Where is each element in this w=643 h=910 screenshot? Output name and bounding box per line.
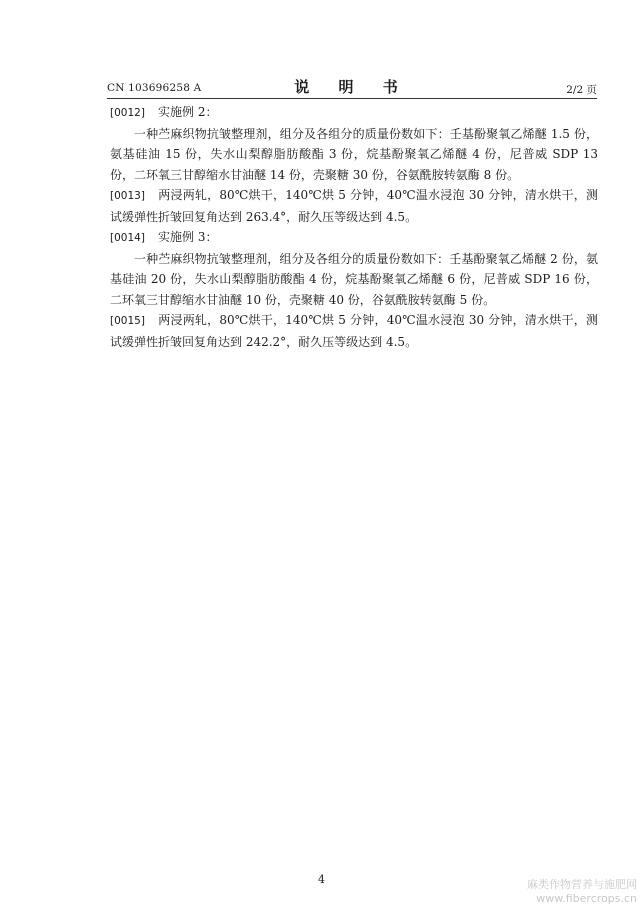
paragraph-text: 实施例 2： bbox=[158, 105, 218, 119]
document-title: 说 明 书 bbox=[294, 78, 410, 96]
paragraph-number: [0014] bbox=[110, 232, 145, 244]
paragraph-text: 一种苎麻织物抗皱整理剂，组分及各组分的质量份数如下：壬基酚聚氧乙烯醚 2 份，氨基硅油 20 份，失水山梨醇脂肪酸酯 4 份，烷基酚聚氧乙烯醚 6 份，尼普威 SDP 16 份，二环氧三甘醇缩水甘油醚 10 份，壳聚糖 40 份，谷氨酰胺转氨酶 5 份。 bbox=[110, 251, 598, 307]
paragraph-number: [0013] bbox=[110, 190, 145, 202]
watermark-line-1: 麻类作物营养与施肥网 bbox=[527, 878, 637, 891]
watermark bbox=[527, 878, 637, 906]
page-number: 4 bbox=[318, 873, 325, 886]
paragraph-text: 一种苎麻织物抗皱整理剂，组分及各组分的质量份数如下：壬基酚聚氧乙烯醚 1.5 份，氨基硅油 15 份，失水山梨醇脂肪酸酯 3 份，烷基酚聚氧乙烯醚 4 份，尼普威 SDP 13 份，二环氧三甘醇缩水甘油醚 14 份，壳聚糖 30 份，谷氨酰胺转氨酶 8 份。 bbox=[110, 126, 598, 182]
paragraph-example2-body bbox=[110, 124, 598, 186]
paragraph-number: [0015] bbox=[110, 315, 145, 327]
paragraph-0015 bbox=[110, 310, 598, 352]
paragraph-0013 bbox=[110, 185, 598, 227]
document-body bbox=[110, 102, 598, 352]
watermark-line-2: www.fibercrops.cn bbox=[536, 892, 637, 905]
paragraph-text: 两浸两轧，80℃烘干，140℃烘 5 分钟，40℃温水浸泡 30 分钟，清水烘干，测试缓弹性折皱回复角达到 242.2°，耐久压等级达到 4.5。 bbox=[110, 313, 598, 349]
paragraph-text: 两浸两轧，80℃烘干，140℃烘 5 分钟，40℃温水浸泡 30 分钟，清水烘干，测试缓弹性折皱回复角达到 263.4°，耐久压等级达到 4.5。 bbox=[110, 188, 598, 224]
paragraph-example3-body bbox=[110, 249, 598, 311]
page-header bbox=[107, 76, 597, 98]
paragraph-0014 bbox=[110, 227, 598, 249]
header-rule bbox=[107, 98, 597, 99]
paragraph-0012 bbox=[110, 102, 598, 124]
patent-number: CN 103696258 A bbox=[107, 82, 202, 94]
page-indicator: 2/2 页 bbox=[566, 84, 597, 96]
paragraph-number: [0012] bbox=[110, 107, 145, 119]
paragraph-text: 实施例 3： bbox=[158, 230, 218, 244]
